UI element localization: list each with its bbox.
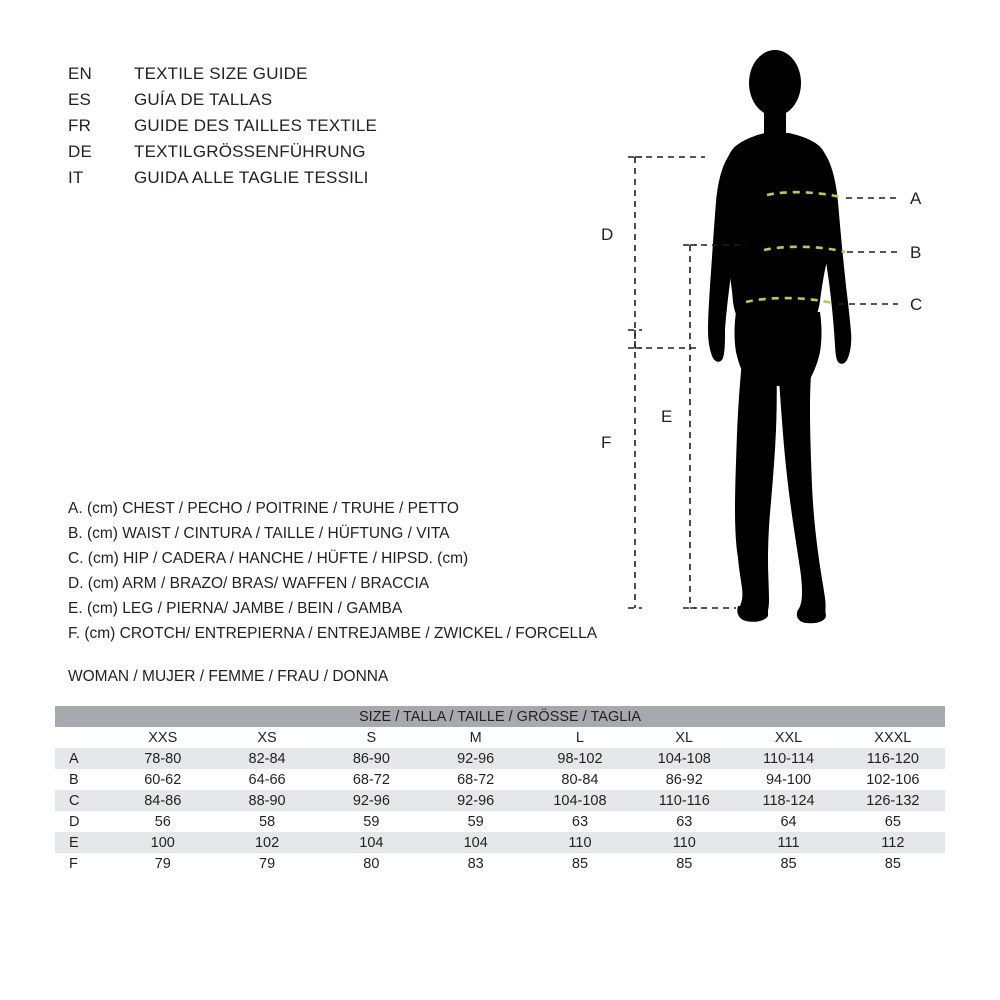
table-row [55,769,945,790]
size-table [55,706,945,874]
table-header-label: SIZE / TALLA / TAILLE / GRÖSSE / TAGLIA [55,706,945,727]
cell: 83 [424,853,528,874]
title-row-de [68,142,528,168]
cell: 104 [424,832,528,853]
label-e: E [661,407,673,426]
cell: 79 [215,853,319,874]
cell: 68-72 [424,769,528,790]
cell: 110 [632,832,736,853]
label-d: D [601,225,614,244]
table-row [55,811,945,832]
size-col-7: XXL [736,727,840,748]
cell: 78-80 [111,748,215,769]
table-size-row [55,727,945,748]
cell: 98-102 [528,748,632,769]
label-b: B [910,243,922,262]
cell: 79 [111,853,215,874]
cell: 85 [632,853,736,874]
title-row-en [68,64,528,90]
title-text-en: TEXTILE SIZE GUIDE [134,64,308,83]
cell: 84-86 [111,790,215,811]
row-label: D [55,811,111,832]
size-col-3: S [319,727,423,748]
title-block [68,64,528,194]
cell: 59 [319,811,423,832]
cell: 80 [319,853,423,874]
row-label-blank [55,727,111,748]
title-lang-es: ES [68,90,92,109]
size-col-2: XS [215,727,319,748]
cell: 65 [841,811,945,832]
title-text-fr: GUIDE DES TAILLES TEXTILE [134,116,378,135]
title-lang-en: EN [68,64,93,83]
cell: 110-116 [632,790,736,811]
title-text-it: GUIDA ALLE TAGLIE TESSILI [134,168,369,187]
cell: 111 [736,832,840,853]
cell: 86-90 [319,748,423,769]
legend-block [68,500,628,650]
title-lang-it: IT [68,168,84,187]
cell: 110-114 [736,748,840,769]
cell: 92-96 [424,748,528,769]
cell: 82-84 [215,748,319,769]
cell: 88-90 [215,790,319,811]
size-col-8: XXXL [841,727,945,748]
size-col-6: XL [632,727,736,748]
size-col-1: XXS [111,727,215,748]
label-a: A [910,189,922,208]
cell: 85 [528,853,632,874]
cell: 59 [424,811,528,832]
title-row-fr [68,116,528,142]
legend-item-c: C. (cm) HIP / CADERA / HANCHE / HÜFTE / HIPSD. (cm) [68,550,469,567]
cell: 104-108 [528,790,632,811]
cell: 63 [632,811,736,832]
cell: 85 [736,853,840,874]
cell: 100 [111,832,215,853]
title-row-it [68,168,528,194]
title-lang-fr: FR [68,116,92,135]
size-col-5: L [528,727,632,748]
table-row [55,790,945,811]
legend-item-a: A. (cm) CHEST / PECHO / POITRINE / TRUHE / PETTO [68,500,459,517]
cell: 56 [111,811,215,832]
cell: 92-96 [424,790,528,811]
cell: 118-124 [736,790,840,811]
size-col-4: M [424,727,528,748]
table-row [55,748,945,769]
title-text-es: GUÍA DE TALLAS [134,90,273,109]
cell: 64-66 [215,769,319,790]
label-leader-lines [838,198,898,304]
row-label: E [55,832,111,853]
label-f: F [601,433,612,452]
table-row [55,832,945,853]
title-row-es [68,90,528,116]
legend-item-b: B. (cm) WAIST / CINTURA / TAILLE / HÜFTUNG / VITA [68,525,450,542]
cell: 68-72 [319,769,423,790]
cell: 58 [215,811,319,832]
cell: 102 [215,832,319,853]
row-label: B [55,769,111,790]
cell: 85 [841,853,945,874]
cell: 102-106 [841,769,945,790]
cell: 104 [319,832,423,853]
crotch-height-bracket [628,330,642,608]
legend-item-f: F. (cm) CROTCH/ ENTREPIERNA / ENTREJAMBE / ZWICKEL / FORCELLA [68,625,598,642]
female-silhouette-icon [708,50,851,623]
cell: 63 [528,811,632,832]
cell: 94-100 [736,769,840,790]
cell: 60-62 [111,769,215,790]
label-c: C [910,295,923,314]
cell: 110 [528,832,632,853]
cell: 104-108 [632,748,736,769]
size-table-wrapper [55,706,945,874]
table-row [55,853,945,874]
gender-label: WOMAN / MUJER / FEMME / FRAU / DONNA [68,668,389,685]
cell: 112 [841,832,945,853]
cell: 64 [736,811,840,832]
arm-length-bracket [628,157,705,348]
cell: 92-96 [319,790,423,811]
legend-item-d: D. (cm) ARM / BRAZO/ BRAS/ WAFFEN / BRACCIA [68,575,430,592]
cell: 80-84 [528,769,632,790]
table-header-row [55,706,945,727]
row-label: F [55,853,111,874]
title-lang-de: DE [68,142,93,161]
row-label: A [55,748,111,769]
cell: 126-132 [841,790,945,811]
title-text-de: TEXTILGRÖSSENFÜHRUNG [134,142,366,161]
cell: 86-92 [632,769,736,790]
legend-item-e: E. (cm) LEG / PIERNA/ JAMBE / BEIN / GAMBA [68,600,403,617]
cell: 116-120 [841,748,945,769]
row-label: C [55,790,111,811]
